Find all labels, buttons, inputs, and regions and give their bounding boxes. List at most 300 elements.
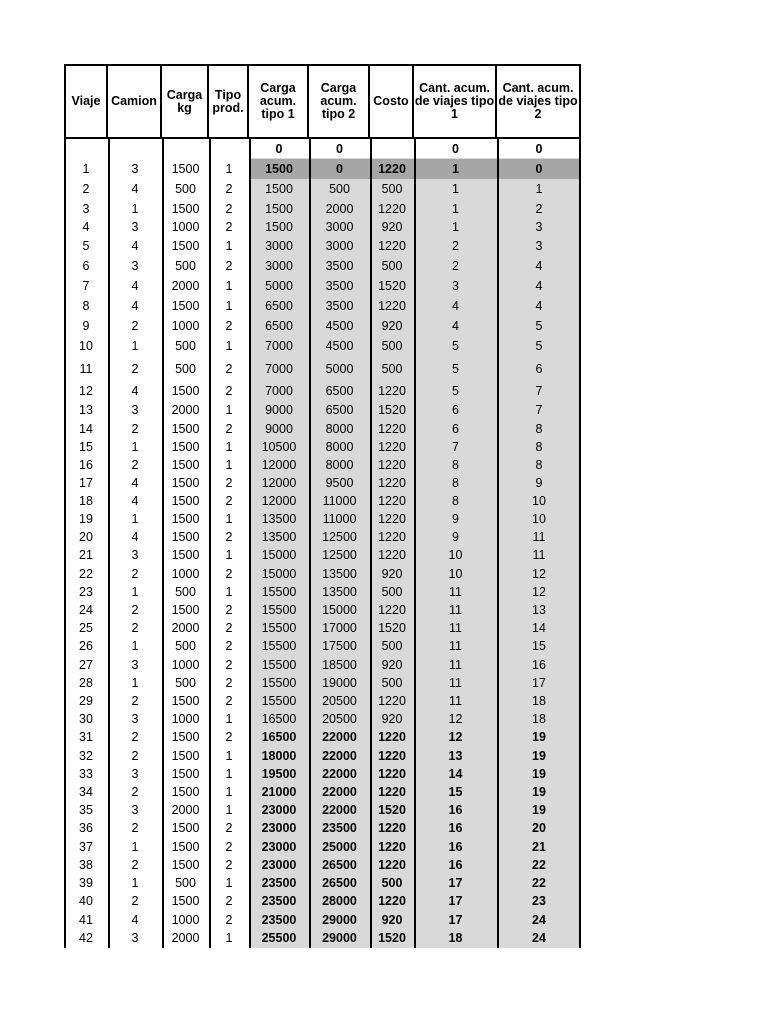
trip-number-cell[interactable]: 2 — [82, 182, 90, 196]
table-cell[interactable]: 28000 — [322, 894, 357, 908]
table-cell[interactable]: 1220 — [378, 840, 406, 854]
table-cell[interactable]: 3 — [131, 162, 139, 176]
table-cell[interactable]: 2 — [131, 821, 139, 835]
table-cell[interactable]: 1500 — [171, 494, 200, 508]
table-cell[interactable]: 1 — [131, 339, 139, 353]
table-cell[interactable]: 21000 — [261, 785, 297, 799]
table-cell[interactable]: 1500 — [265, 182, 293, 196]
trip-number-cell[interactable]: 7 — [82, 279, 90, 293]
table-cell[interactable]: 1500 — [171, 730, 200, 744]
column-header[interactable]: Cant. acum. de viajes tipo 2 — [497, 64, 581, 139]
table-cell[interactable]: 2 — [131, 319, 139, 333]
table-cell[interactable]: 3 — [131, 220, 139, 234]
table-cell[interactable]: 1 — [225, 339, 233, 353]
table-cell[interactable]: 2 — [225, 476, 233, 490]
trip-number-cell[interactable]: 18 — [79, 494, 93, 508]
table-cell[interactable]: 4 — [535, 259, 543, 273]
table-cell[interactable]: 18500 — [322, 658, 357, 672]
table-cell[interactable]: 2 — [225, 694, 233, 708]
table-cell[interactable]: 1 — [131, 585, 139, 599]
table-cell[interactable]: 15000 — [261, 567, 297, 581]
table-cell[interactable]: 2 — [225, 220, 233, 234]
column-header[interactable]: Carga acum. tipo 1 — [249, 64, 309, 139]
table-cell[interactable]: 1500 — [171, 458, 200, 472]
trip-number-cell[interactable]: 10 — [79, 339, 93, 353]
table-cell[interactable]: 1 — [131, 676, 139, 690]
table-cell[interactable]: 11 — [449, 603, 462, 617]
table-cell[interactable]: 1500 — [171, 422, 200, 436]
trip-number-cell[interactable]: 13 — [79, 403, 93, 417]
table-cell[interactable]: 1 — [131, 840, 139, 854]
table-cell[interactable]: 6500 — [325, 384, 354, 398]
table-cell[interactable]: 12000 — [261, 458, 297, 472]
table-cell[interactable]: 29000 — [322, 913, 357, 927]
table-cell[interactable]: 11000 — [322, 512, 357, 526]
table-cell[interactable]: 500 — [175, 676, 196, 690]
table-cell[interactable]: 8 — [535, 440, 543, 454]
table-cell[interactable]: 0 — [275, 142, 283, 156]
table-cell[interactable]: 15000 — [261, 548, 297, 562]
table-cell[interactable]: 1 — [131, 512, 139, 526]
table-cell[interactable]: 3000 — [325, 220, 354, 234]
table-cell[interactable]: 17 — [448, 876, 463, 890]
table-cell[interactable]: 2 — [225, 567, 233, 581]
table-cell[interactable]: 500 — [381, 182, 403, 196]
table-cell[interactable]: 1220 — [378, 512, 406, 526]
trip-number-cell[interactable]: 42 — [79, 931, 93, 945]
table-cell[interactable]: 22000 — [322, 730, 357, 744]
table-cell[interactable]: 500 — [381, 676, 403, 690]
table-cell[interactable]: 1000 — [171, 712, 200, 726]
table-cell[interactable]: 3 — [131, 712, 139, 726]
table-cell[interactable]: 500 — [381, 259, 403, 273]
table-cell[interactable]: 22000 — [322, 749, 357, 763]
table-cell[interactable]: 18 — [532, 712, 546, 726]
table-cell[interactable]: 1 — [452, 182, 459, 196]
table-cell[interactable]: 8 — [452, 494, 459, 508]
table-cell[interactable]: 12 — [532, 567, 546, 581]
table-cell[interactable]: 19 — [532, 785, 546, 799]
table-cell[interactable]: 1 — [452, 202, 459, 216]
table-cell[interactable]: 1000 — [171, 319, 200, 333]
trip-number-cell[interactable]: 8 — [82, 299, 90, 313]
table-cell[interactable]: 1000 — [171, 220, 200, 234]
table-cell[interactable]: 1 — [131, 876, 139, 890]
table-cell[interactable]: 6 — [452, 403, 459, 417]
trip-number-cell[interactable]: 28 — [79, 676, 93, 690]
table-cell[interactable]: 12 — [448, 730, 463, 744]
table-cell[interactable]: 7 — [535, 403, 543, 417]
table-cell[interactable]: 1 — [131, 639, 139, 653]
table-cell[interactable]: 500 — [381, 585, 403, 599]
table-cell[interactable]: 1500 — [265, 162, 293, 176]
table-cell[interactable]: 22000 — [322, 803, 357, 817]
table-cell[interactable]: 1 — [225, 749, 233, 763]
table-cell[interactable]: 12500 — [322, 548, 357, 562]
table-cell[interactable]: 1220 — [378, 785, 406, 799]
table-cell[interactable]: 3 — [131, 767, 139, 781]
table-cell[interactable]: 4 — [131, 494, 139, 508]
table-cell[interactable]: 1220 — [378, 458, 406, 472]
table-cell[interactable]: 23500 — [261, 876, 297, 890]
table-cell[interactable]: 19000 — [322, 676, 357, 690]
table-cell[interactable]: 14 — [532, 621, 546, 635]
table-cell[interactable]: 19 — [532, 767, 546, 781]
table-cell[interactable]: 2 — [225, 202, 233, 216]
table-cell[interactable]: 1500 — [171, 858, 200, 872]
table-cell[interactable]: 2 — [225, 319, 233, 333]
table-cell[interactable]: 1500 — [171, 162, 200, 176]
table-cell[interactable]: 4 — [131, 530, 139, 544]
table-cell[interactable]: 2 — [131, 730, 139, 744]
table-cell[interactable]: 16 — [448, 840, 463, 854]
table-cell[interactable]: 500 — [175, 339, 196, 353]
table-cell[interactable]: 2000 — [325, 202, 354, 216]
table-cell[interactable]: 11 — [449, 585, 462, 599]
table-cell[interactable]: 4 — [452, 299, 459, 313]
table-cell[interactable]: 13500 — [261, 530, 297, 544]
table-cell[interactable]: 4500 — [325, 339, 354, 353]
table-cell[interactable]: 5 — [452, 339, 459, 353]
table-cell[interactable]: 26500 — [322, 876, 357, 890]
table-cell[interactable]: 7000 — [265, 339, 293, 353]
table-cell[interactable]: 2 — [225, 658, 233, 672]
trip-number-cell[interactable]: 19 — [79, 512, 93, 526]
table-cell[interactable]: 15500 — [261, 694, 297, 708]
table-cell[interactable]: 3 — [131, 403, 139, 417]
table-cell[interactable]: 8 — [452, 476, 459, 490]
table-cell[interactable]: 5 — [452, 362, 459, 376]
table-cell[interactable]: 2 — [452, 259, 459, 273]
table-cell[interactable]: 500 — [175, 876, 196, 890]
table-cell[interactable]: 2 — [131, 603, 139, 617]
table-cell[interactable]: 1220 — [378, 494, 406, 508]
table-cell[interactable]: 3 — [131, 259, 139, 273]
trip-number-cell[interactable]: 32 — [79, 749, 93, 763]
table-cell[interactable]: 4 — [131, 476, 139, 490]
table-cell[interactable]: 11 — [449, 676, 462, 690]
table-cell[interactable]: 1220 — [378, 821, 406, 835]
table-cell[interactable]: 17000 — [322, 621, 357, 635]
trip-number-cell[interactable]: 12 — [79, 384, 93, 398]
table-cell[interactable]: 1500 — [171, 767, 200, 781]
trip-number-cell[interactable]: 37 — [79, 840, 93, 854]
table-cell[interactable]: 1 — [225, 548, 233, 562]
table-cell[interactable]: 25500 — [261, 931, 297, 945]
table-cell[interactable]: 1220 — [378, 858, 406, 872]
table-cell[interactable]: 1000 — [171, 913, 200, 927]
table-cell[interactable]: 2 — [225, 384, 233, 398]
trip-number-cell[interactable]: 35 — [79, 803, 93, 817]
table-cell[interactable]: 920 — [381, 913, 403, 927]
table-cell[interactable]: 12 — [448, 712, 463, 726]
table-cell[interactable]: 2 — [452, 239, 459, 253]
table-cell[interactable]: 23500 — [322, 821, 357, 835]
table-cell[interactable]: 3 — [131, 548, 139, 562]
table-cell[interactable]: 1 — [225, 440, 233, 454]
table-cell[interactable]: 17 — [532, 676, 546, 690]
table-cell[interactable]: 1 — [225, 785, 233, 799]
table-cell[interactable]: 20500 — [322, 712, 357, 726]
table-cell[interactable]: 0 — [452, 142, 459, 156]
table-cell[interactable]: 1 — [452, 220, 459, 234]
table-cell[interactable]: 9 — [452, 512, 459, 526]
table-cell[interactable]: 2 — [131, 422, 139, 436]
table-cell[interactable]: 22 — [532, 876, 546, 890]
table-cell[interactable]: 500 — [381, 639, 403, 653]
table-cell[interactable]: 2000 — [171, 931, 200, 945]
table-cell[interactable]: 19 — [532, 803, 546, 817]
table-cell[interactable]: 20500 — [322, 694, 357, 708]
table-cell[interactable]: 5 — [452, 384, 459, 398]
table-cell[interactable]: 1 — [225, 767, 233, 781]
table-cell[interactable]: 9000 — [265, 422, 293, 436]
table-cell[interactable]: 1000 — [171, 658, 200, 672]
table-cell[interactable]: 15500 — [261, 676, 297, 690]
table-cell[interactable]: 11000 — [322, 494, 357, 508]
trip-number-cell[interactable]: 3 — [82, 202, 90, 216]
table-cell[interactable]: 25000 — [322, 840, 357, 854]
table-cell[interactable]: 1220 — [378, 749, 406, 763]
table-cell[interactable]: 2 — [225, 621, 233, 635]
table-cell[interactable]: 29000 — [322, 931, 357, 945]
table-cell[interactable]: 1520 — [378, 403, 406, 417]
table-cell[interactable]: 4 — [131, 239, 139, 253]
table-cell[interactable]: 500 — [381, 362, 403, 376]
table-cell[interactable]: 19 — [532, 749, 546, 763]
table-cell[interactable]: 10 — [532, 512, 546, 526]
table-cell[interactable]: 15500 — [261, 658, 297, 672]
table-cell[interactable]: 16500 — [261, 730, 297, 744]
table-cell[interactable]: 500 — [175, 639, 196, 653]
table-cell[interactable]: 13500 — [322, 567, 357, 581]
table-cell[interactable]: 2 — [225, 259, 233, 273]
trip-number-cell[interactable]: 4 — [82, 220, 90, 234]
table-cell[interactable]: 0 — [336, 162, 343, 176]
trip-number-cell[interactable]: 24 — [79, 603, 93, 617]
trip-number-cell[interactable]: 41 — [79, 913, 93, 927]
table-cell[interactable]: 1 — [225, 299, 233, 313]
table-cell[interactable]: 1500 — [171, 548, 200, 562]
table-cell[interactable]: 1500 — [171, 694, 200, 708]
table-cell[interactable]: 500 — [381, 339, 403, 353]
table-cell[interactable]: 12000 — [261, 494, 297, 508]
table-cell[interactable]: 22 — [532, 858, 546, 872]
table-cell[interactable]: 1500 — [171, 530, 200, 544]
table-cell[interactable]: 2 — [535, 202, 543, 216]
table-cell[interactable]: 3 — [131, 931, 139, 945]
table-cell[interactable]: 3 — [452, 279, 459, 293]
table-cell[interactable]: 1 — [225, 931, 233, 945]
column-header[interactable]: Camion — [108, 64, 162, 139]
table-cell[interactable]: 5000 — [325, 362, 354, 376]
trip-number-cell[interactable]: 33 — [79, 767, 93, 781]
trip-number-cell[interactable]: 1 — [82, 162, 90, 176]
table-cell[interactable]: 2000 — [171, 803, 200, 817]
table-cell[interactable]: 1220 — [378, 422, 406, 436]
table-cell[interactable]: 16 — [532, 658, 546, 672]
table-cell[interactable]: 2 — [225, 858, 233, 872]
table-cell[interactable]: 8 — [452, 458, 459, 472]
table-cell[interactable]: 6500 — [265, 299, 293, 313]
trip-number-cell[interactable]: 20 — [79, 530, 93, 544]
trip-number-cell[interactable]: 5 — [82, 239, 90, 253]
table-cell[interactable]: 13 — [532, 603, 546, 617]
table-cell[interactable]: 15500 — [261, 621, 297, 635]
table-cell[interactable]: 8000 — [325, 458, 354, 472]
table-cell[interactable]: 2 — [225, 840, 233, 854]
table-cell[interactable]: 12 — [532, 585, 546, 599]
column-header[interactable]: Carga acum. tipo 2 — [309, 64, 370, 139]
table-cell[interactable]: 7 — [535, 384, 543, 398]
table-cell[interactable]: 11 — [449, 639, 462, 653]
table-cell[interactable]: 500 — [381, 876, 403, 890]
table-cell[interactable]: 1500 — [171, 894, 200, 908]
table-cell[interactable]: 1220 — [378, 299, 406, 313]
table-cell[interactable]: 15 — [448, 785, 463, 799]
table-cell[interactable]: 0 — [336, 142, 343, 156]
trip-number-cell[interactable]: 25 — [79, 621, 93, 635]
table-cell[interactable]: 1500 — [171, 749, 200, 763]
table-cell[interactable]: 9000 — [265, 403, 293, 417]
table-cell[interactable]: 4 — [131, 384, 139, 398]
table-cell[interactable]: 6 — [535, 362, 543, 376]
table-cell[interactable]: 1220 — [378, 894, 406, 908]
trip-number-cell[interactable]: 30 — [79, 712, 93, 726]
table-cell[interactable]: 1500 — [171, 603, 200, 617]
table-cell[interactable]: 1520 — [378, 803, 406, 817]
table-cell[interactable]: 1 — [535, 182, 543, 196]
table-cell[interactable]: 920 — [381, 712, 403, 726]
table-cell[interactable]: 1220 — [378, 162, 406, 176]
table-cell[interactable]: 1220 — [378, 384, 406, 398]
table-cell[interactable]: 11 — [532, 530, 546, 544]
trip-number-cell[interactable]: 29 — [79, 694, 93, 708]
trip-number-cell[interactable]: 39 — [79, 876, 93, 890]
table-cell[interactable]: 2 — [225, 639, 233, 653]
table-cell[interactable]: 4500 — [325, 319, 354, 333]
table-cell[interactable]: 1220 — [378, 603, 406, 617]
table-cell[interactable]: 9 — [535, 476, 543, 490]
table-cell[interactable]: 1 — [225, 239, 233, 253]
table-cell[interactable]: 8 — [535, 422, 543, 436]
table-cell[interactable]: 3000 — [325, 239, 354, 253]
column-header[interactable]: Cant. acum. de viajes tipo 1 — [414, 64, 497, 139]
table-cell[interactable]: 23000 — [261, 821, 297, 835]
table-cell[interactable]: 13500 — [261, 512, 297, 526]
table-cell[interactable]: 2 — [131, 785, 139, 799]
table-cell[interactable]: 12500 — [322, 530, 357, 544]
table-cell[interactable]: 19500 — [261, 767, 297, 781]
table-cell[interactable]: 16 — [448, 803, 463, 817]
table-cell[interactable]: 500 — [175, 585, 196, 599]
table-cell[interactable]: 1 — [225, 403, 233, 417]
table-cell[interactable]: 4 — [535, 279, 543, 293]
table-cell[interactable]: 15500 — [261, 585, 297, 599]
table-cell[interactable]: 22000 — [322, 767, 357, 781]
table-cell[interactable]: 3 — [535, 220, 543, 234]
table-cell[interactable]: 920 — [381, 319, 403, 333]
table-cell[interactable]: 1 — [225, 876, 233, 890]
table-cell[interactable]: 1500 — [171, 512, 200, 526]
table-cell[interactable]: 3500 — [325, 279, 354, 293]
table-cell[interactable]: 1500 — [171, 299, 200, 313]
table-cell[interactable]: 1000 — [171, 567, 200, 581]
table-cell[interactable]: 2 — [131, 567, 139, 581]
table-cell[interactable]: 9 — [452, 530, 459, 544]
trip-number-cell[interactable]: 16 — [79, 458, 93, 472]
table-cell[interactable]: 10 — [448, 548, 463, 562]
table-cell[interactable]: 11 — [449, 658, 462, 672]
table-cell[interactable]: 23500 — [261, 913, 297, 927]
table-cell[interactable]: 3 — [131, 803, 139, 817]
table-cell[interactable]: 0 — [535, 142, 543, 156]
table-cell[interactable]: 2 — [225, 730, 233, 744]
table-cell[interactable]: 9500 — [325, 476, 354, 490]
table-cell[interactable]: 1520 — [378, 279, 406, 293]
trip-number-cell[interactable]: 36 — [79, 821, 93, 835]
table-cell[interactable]: 1220 — [378, 548, 406, 562]
table-cell[interactable]: 920 — [381, 658, 403, 672]
table-cell[interactable]: 8 — [535, 458, 543, 472]
table-cell[interactable]: 23 — [532, 894, 546, 908]
table-cell[interactable]: 1 — [225, 512, 233, 526]
trip-number-cell[interactable]: 26 — [79, 639, 93, 653]
table-cell[interactable]: 1 — [452, 162, 459, 176]
table-cell[interactable]: 24 — [532, 913, 546, 927]
table-cell[interactable]: 16 — [448, 858, 463, 872]
table-cell[interactable]: 1500 — [171, 476, 200, 490]
table-cell[interactable]: 18 — [532, 694, 546, 708]
trip-number-cell[interactable]: 11 — [79, 362, 93, 376]
table-cell[interactable]: 7 — [452, 440, 459, 454]
trip-number-cell[interactable]: 31 — [79, 730, 93, 744]
table-cell[interactable]: 1 — [131, 202, 139, 216]
table-cell[interactable]: 21 — [532, 840, 546, 854]
table-cell[interactable]: 920 — [381, 220, 403, 234]
table-cell[interactable]: 1500 — [171, 840, 200, 854]
table-cell[interactable]: 15500 — [261, 603, 297, 617]
trip-number-cell[interactable]: 23 — [79, 585, 93, 599]
table-cell[interactable]: 16 — [448, 821, 463, 835]
table-cell[interactable]: 500 — [175, 362, 196, 376]
table-cell[interactable]: 1 — [225, 162, 233, 176]
trip-number-cell[interactable]: 40 — [79, 894, 93, 908]
table-cell[interactable]: 1220 — [378, 767, 406, 781]
table-cell[interactable]: 1500 — [171, 440, 200, 454]
table-cell[interactable]: 2 — [131, 894, 139, 908]
table-cell[interactable]: 14 — [448, 767, 463, 781]
table-cell[interactable]: 5 — [535, 319, 543, 333]
table-cell[interactable]: 1220 — [378, 202, 406, 216]
table-cell[interactable]: 15 — [532, 639, 546, 653]
table-cell[interactable]: 4 — [452, 319, 459, 333]
table-cell[interactable]: 2 — [225, 530, 233, 544]
table-cell[interactable]: 3000 — [265, 259, 293, 273]
table-cell[interactable]: 4 — [131, 913, 139, 927]
table-cell[interactable]: 1500 — [171, 384, 200, 398]
table-cell[interactable]: 2000 — [171, 279, 200, 293]
table-cell[interactable]: 1 — [225, 458, 233, 472]
table-cell[interactable]: 23000 — [261, 858, 297, 872]
table-cell[interactable]: 11 — [449, 694, 462, 708]
table-cell[interactable]: 2 — [225, 362, 233, 376]
trip-number-cell[interactable]: 17 — [79, 476, 93, 490]
table-cell[interactable]: 4 — [131, 182, 139, 196]
table-cell[interactable]: 1500 — [265, 202, 293, 216]
table-cell[interactable]: 1220 — [378, 730, 406, 744]
table-cell[interactable]: 500 — [329, 182, 350, 196]
